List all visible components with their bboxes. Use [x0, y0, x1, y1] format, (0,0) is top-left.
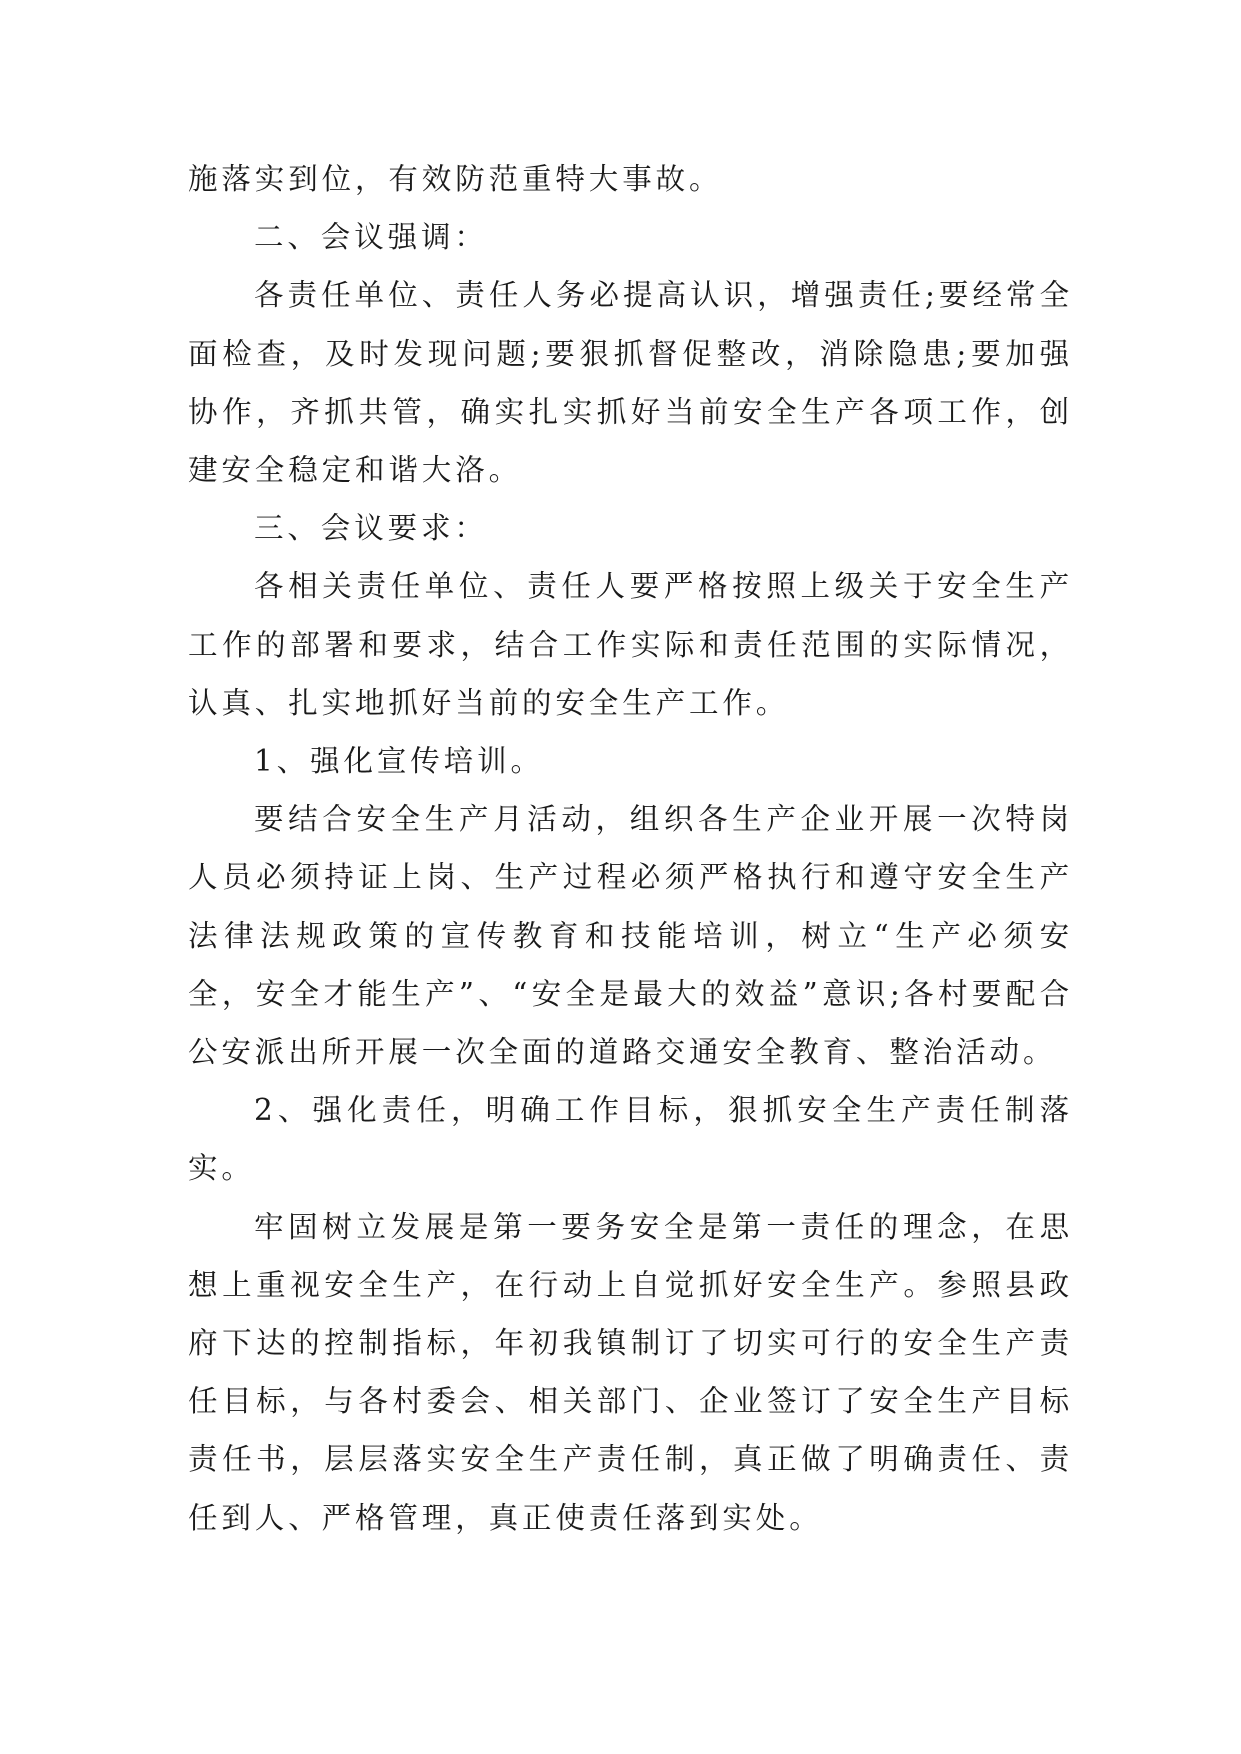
paragraph-requirements-body: 各相关责任单位、责任人要严格按照上级关于安全生产工作的部署和要求，结合工作实际和责任范围的实际情况，认真、扎实地抓好当前的安全生产工作。	[188, 569, 1073, 720]
section-heading-requirements: 三、会议要求：	[254, 511, 488, 546]
subheading-responsibility: 2、强化责任，明确工作目标，狠抓安全生产责任制落实。	[188, 1093, 1073, 1186]
subheading-publicity-training: 1、强化宣传培训。	[254, 744, 544, 779]
section-heading-emphasis: 二、会议强调：	[254, 220, 488, 255]
document-body	[188, 150, 1073, 1547]
paragraph-emphasis-body: 各责任单位、责任人务必提高认识，增强责任;要经常全面检查，及时发现问题;要狠抓督促整改，消除隐患;要加强协作，齐抓共管，确实扎实抓好当前安全生产各项工作，创建安全稳定和谐大洛。	[188, 278, 1073, 488]
paragraph-publicity-training-body: 要结合安全生产月活动，组织各生产企业开展一次特岗人员必须持证上岗、生产过程必须严格执行和遵守安全生产法律法规政策的宣传教育和技能培训，树立“生产必须安全，安全才能生产”、“安全是最大的效益”意识;各村要配合公安派出所开展一次全面的道路交通安全教育、整治活动。	[188, 802, 1073, 1070]
paragraph-continuation: 施落实到位，有效防范重特大事故。	[188, 162, 723, 196]
paragraph-responsibility-body: 牢固树立发展是第一要务安全是第一责任的理念，在思想上重视安全生产，在行动上自觉抓好安全生产。参照县政府下达的控制指标，年初我镇制订了切实可行的安全生产责任目标，与各村委会、相关部门、企业签订了安全生产目标责任书，层层落实安全生产责任制，真正做了明确责任、责任到人、严格管理，真正使责任落到实处。	[188, 1209, 1073, 1535]
